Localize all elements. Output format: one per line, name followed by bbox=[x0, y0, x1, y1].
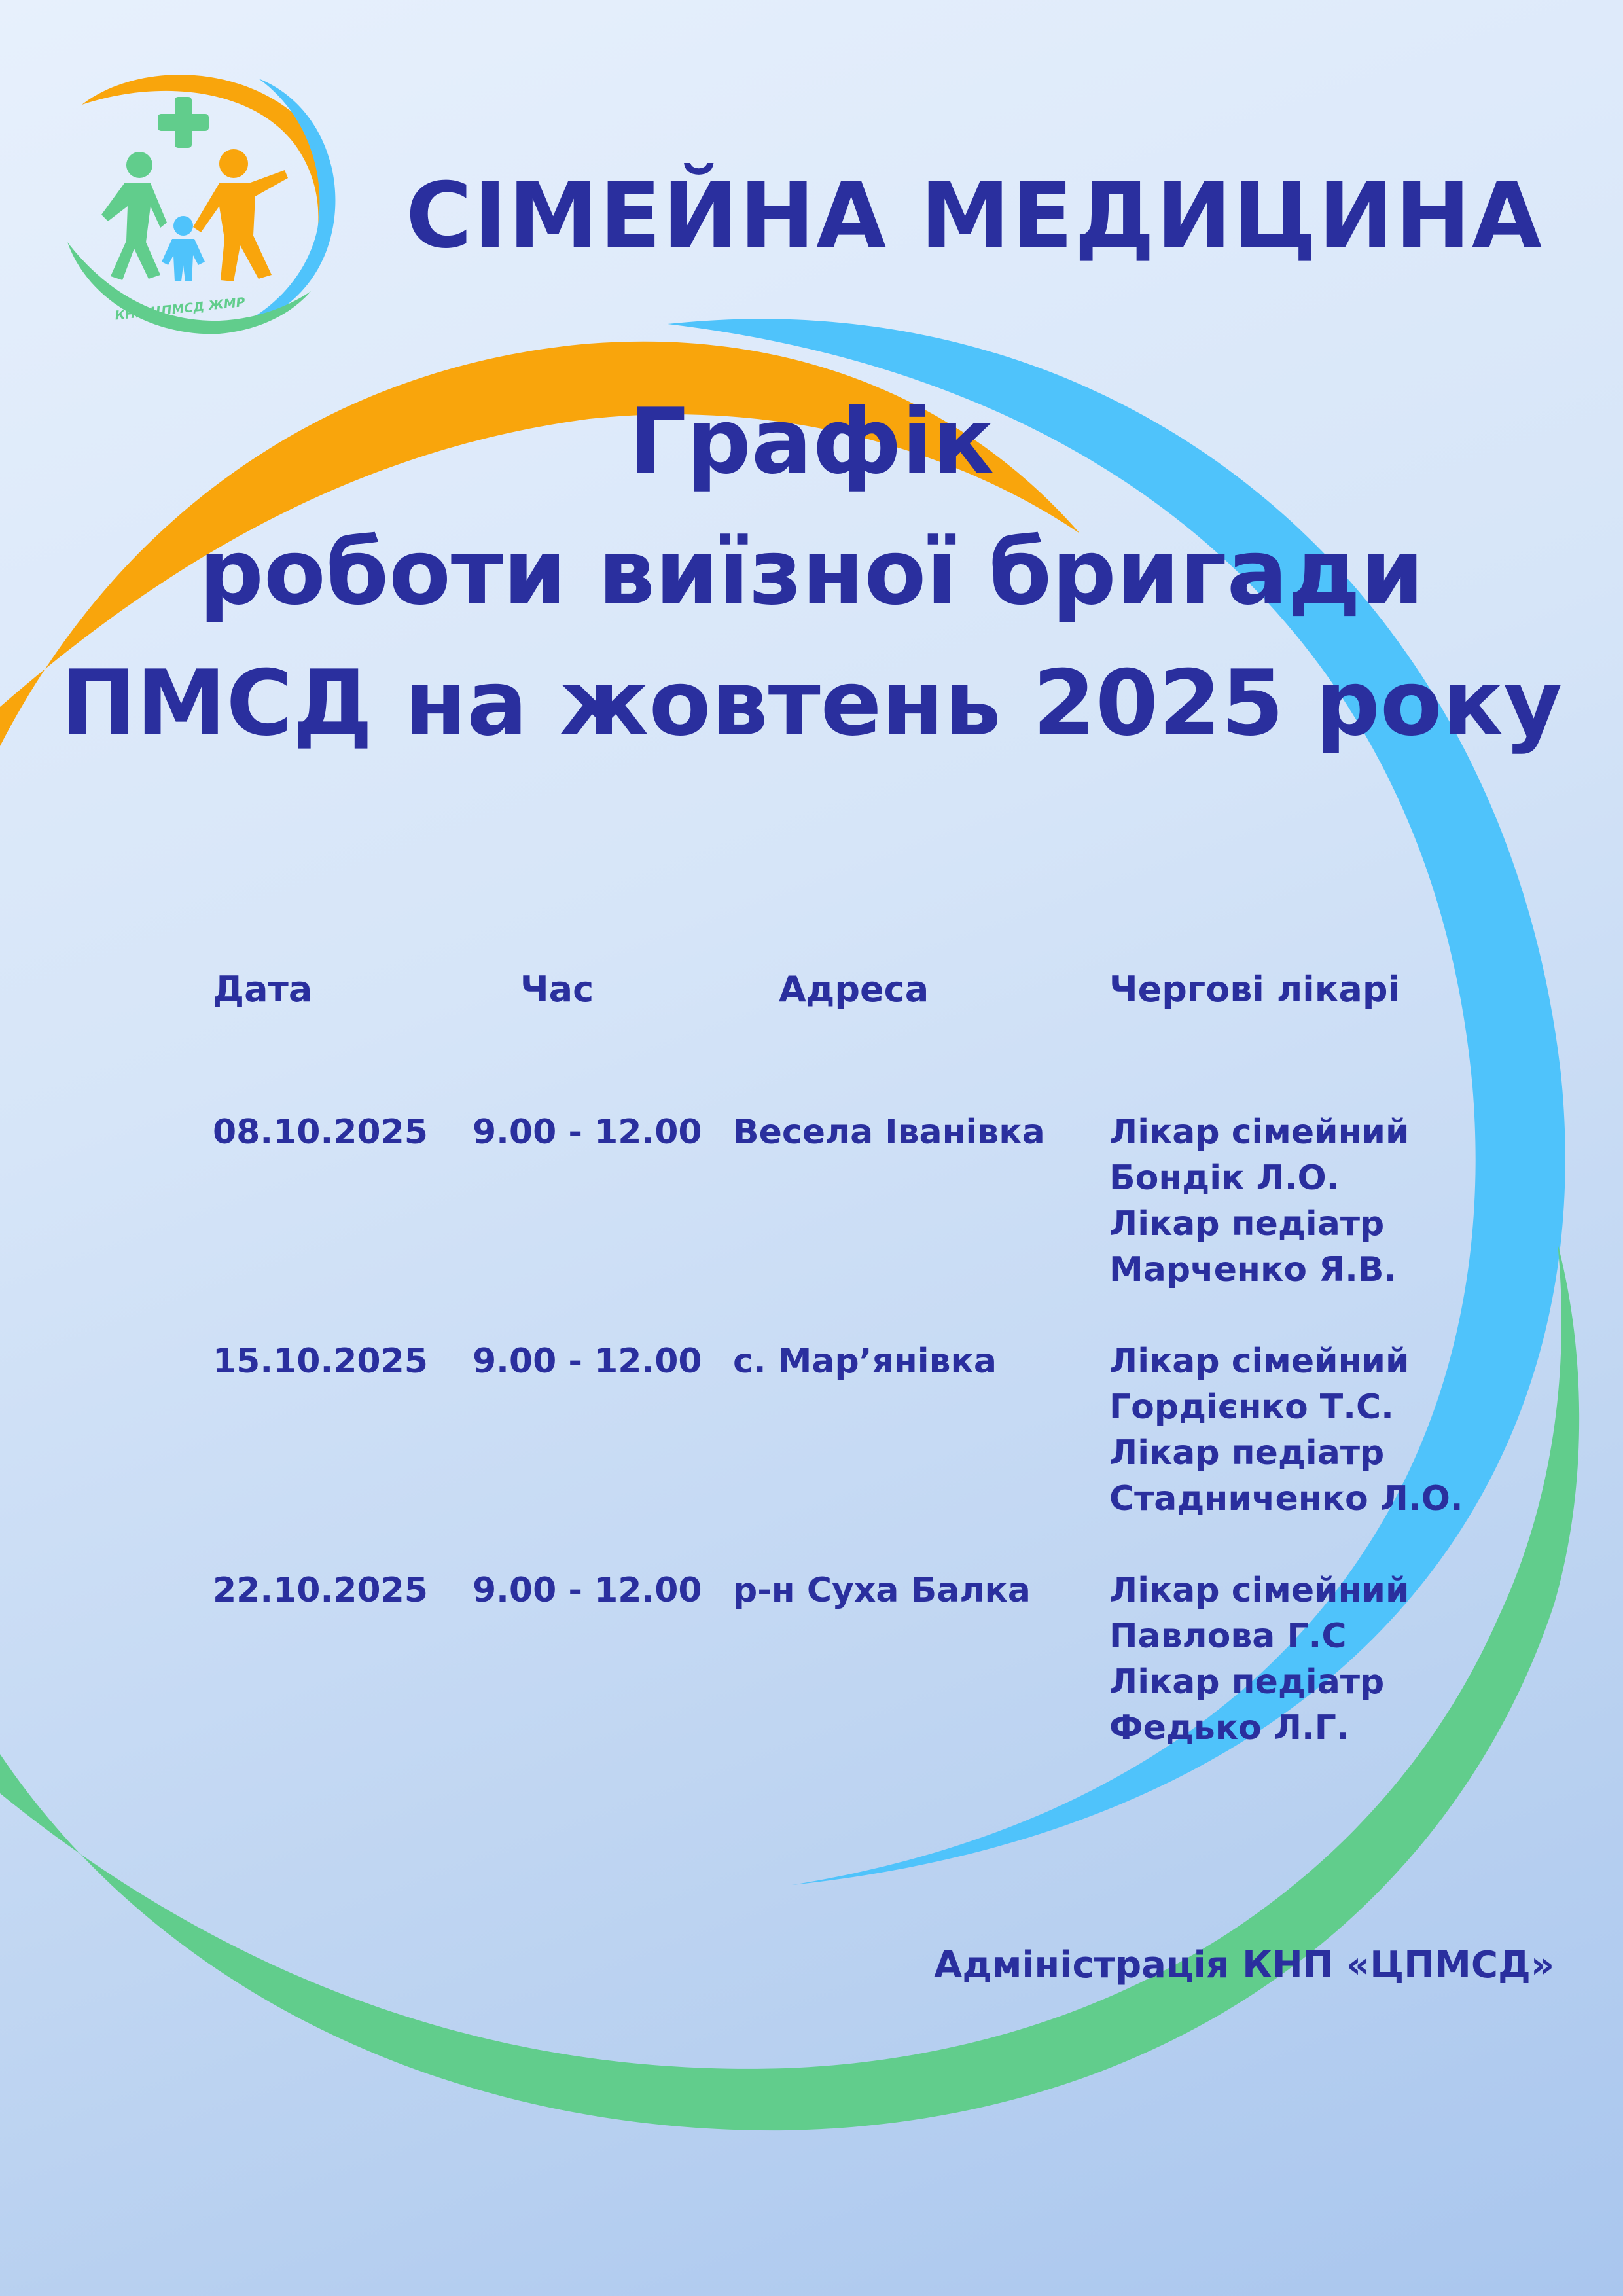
row-date: 08.10.2025 bbox=[213, 1113, 428, 1152]
headline-line-1: Графік bbox=[629, 389, 994, 494]
row-time: 9.00 - 12.00 bbox=[473, 1571, 702, 1610]
header-date: Дата bbox=[213, 969, 313, 1010]
row-address: с. Мар’янівка bbox=[733, 1342, 997, 1381]
medical-cross-icon bbox=[158, 97, 209, 148]
header-address: Адреса bbox=[779, 969, 929, 1010]
header-doctors: Чергові лікарі bbox=[1109, 969, 1400, 1010]
clinic-logo bbox=[62, 65, 344, 347]
doctor-line: Лікар педіатр bbox=[1109, 1433, 1385, 1473]
doctor-line: Лікар педіатр bbox=[1109, 1204, 1385, 1244]
doctor-line: Федько Л.Г. bbox=[1109, 1708, 1349, 1748]
headline-line-2: роботи виїзної бригади bbox=[199, 520, 1424, 625]
row-time: 9.00 - 12.00 bbox=[473, 1113, 702, 1152]
doctor-line: Стадниченко Л.О. bbox=[1109, 1479, 1463, 1518]
row-date: 15.10.2025 bbox=[213, 1342, 428, 1381]
family-icon bbox=[101, 149, 288, 281]
row-address: р-н Суха Балка bbox=[733, 1571, 1031, 1610]
row-doctors bbox=[1109, 1568, 1409, 1751]
poster-headline bbox=[26, 376, 1597, 769]
doctor-line: Лікар сімейний bbox=[1109, 1571, 1410, 1610]
schedule-row bbox=[213, 1338, 1522, 1554]
schedule-row bbox=[213, 1568, 1522, 1784]
brand-title: СІМЕЙНА МЕДИЦИНА bbox=[406, 163, 1543, 268]
doctor-line: Бондік Л.О. bbox=[1109, 1158, 1340, 1198]
row-doctors bbox=[1109, 1109, 1409, 1293]
headline-line-3: ПМСД на жовтень 2025 року bbox=[60, 651, 1563, 756]
header-time: Час bbox=[520, 969, 594, 1010]
doctor-line: Марченко Я.В. bbox=[1109, 1250, 1397, 1289]
doctor-line: Лікар сімейний bbox=[1109, 1342, 1410, 1381]
logo-org-text: КНП ЦПМСД ЖМР bbox=[114, 295, 246, 323]
doctor-line: Павлова Г.С bbox=[1109, 1617, 1347, 1656]
schedule-row bbox=[213, 1109, 1522, 1325]
row-address: Весела Іванівка bbox=[733, 1113, 1045, 1152]
footer-signature: Адміністрація КНП «ЦПМСД» bbox=[934, 1944, 1554, 1986]
doctor-line: Гордієнко Т.С. bbox=[1109, 1388, 1394, 1427]
row-doctors bbox=[1109, 1338, 1463, 1522]
row-time: 9.00 - 12.00 bbox=[473, 1342, 702, 1381]
doctor-line: Лікар сімейний bbox=[1109, 1113, 1410, 1152]
row-date: 22.10.2025 bbox=[213, 1571, 428, 1610]
doctor-line: Лікар педіатр bbox=[1109, 1662, 1385, 1702]
